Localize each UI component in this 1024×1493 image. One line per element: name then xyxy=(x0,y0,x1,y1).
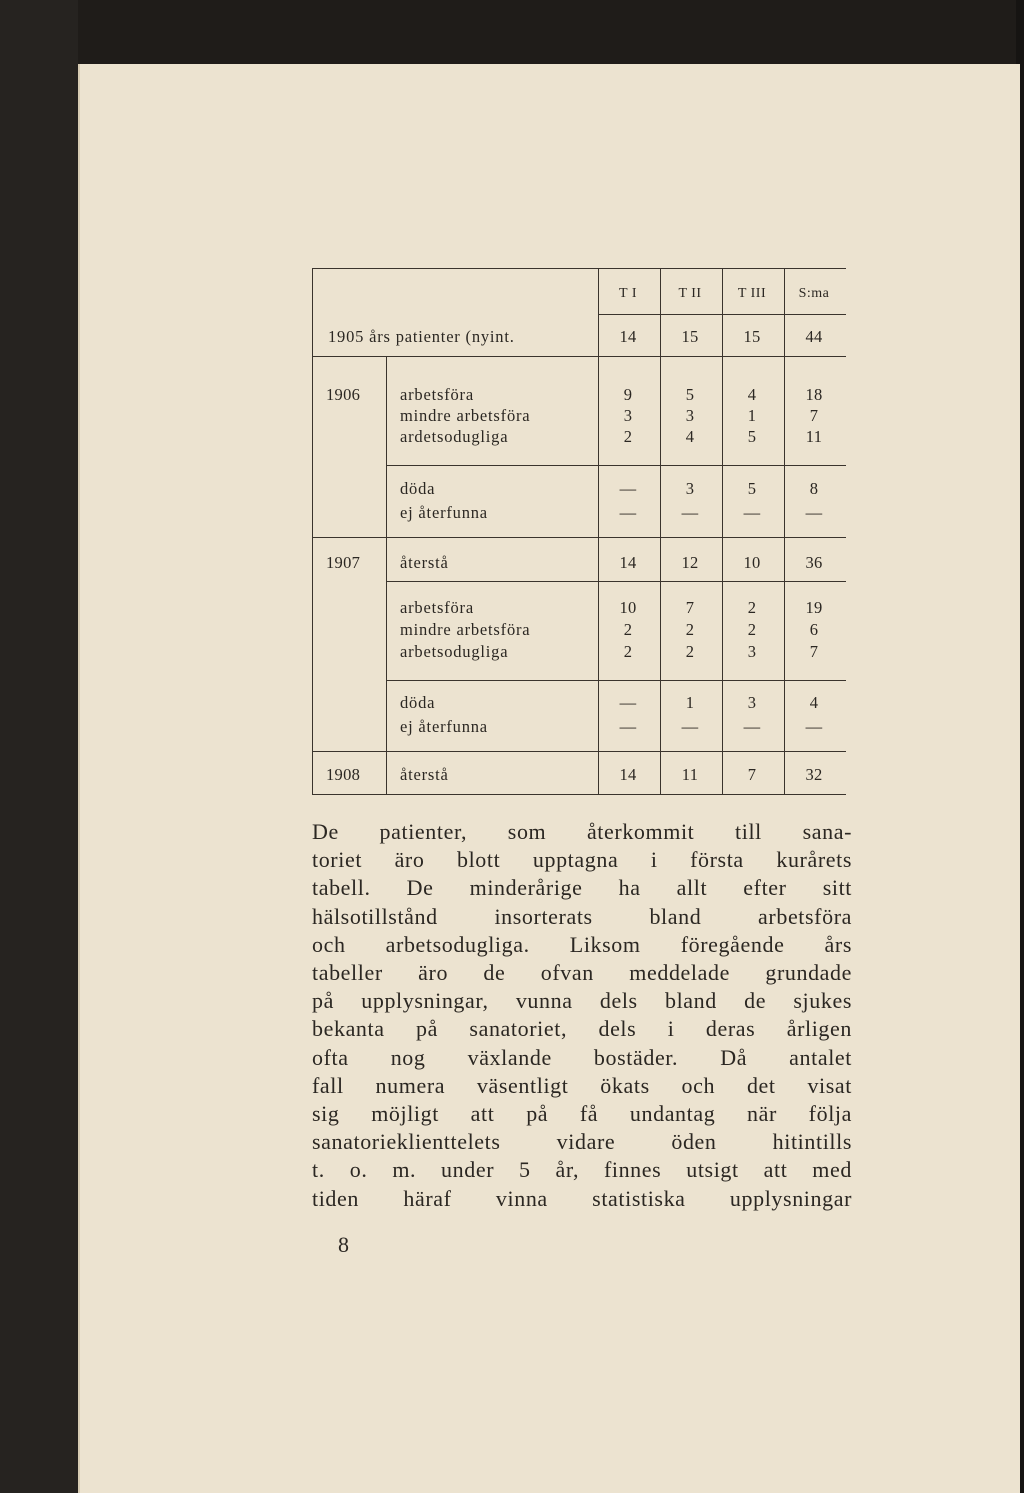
statistics-table xyxy=(312,268,846,795)
scan-border-top xyxy=(0,0,1024,66)
body-paragraph xyxy=(312,818,852,1213)
cell-1907-o-t2: 2 xyxy=(685,642,695,661)
paragraph-line: sig möjligt att på få undantag när följa xyxy=(312,1101,852,1127)
rule-1907-status xyxy=(386,680,846,681)
cell-1907-o-sum: 7 xyxy=(809,642,819,661)
cell-1907-o-t1: 2 xyxy=(623,642,633,661)
cell-1907-a-t3: 2 xyxy=(747,598,757,617)
rule-1907-remaining xyxy=(386,581,846,582)
paragraph-line: tabeller äro de ofvan meddelade grundade xyxy=(312,960,852,986)
cell-1908-r-sum: 32 xyxy=(805,765,823,784)
cell-1906-m-t2: 3 xyxy=(685,406,695,425)
header-t3: T III xyxy=(737,286,767,301)
cell-1907-r-t2: 12 xyxy=(681,553,699,572)
cell-1907-a-t1: 10 xyxy=(619,598,637,617)
page-number: 8 xyxy=(338,1232,349,1257)
paragraph-line: hälsotillstånd insorterats bland arbetsföra xyxy=(312,903,852,929)
cell-1907-o-t3: 3 xyxy=(747,642,757,661)
cell-1908-r-t1: 14 xyxy=(619,765,637,784)
rule-1906-status xyxy=(386,465,846,466)
cell-1906-m-t1: 3 xyxy=(623,406,633,425)
cell-1907-d-t2: 1 xyxy=(685,693,695,712)
cell-1907-r-t3: 10 xyxy=(743,553,761,572)
cell-1907-m-sum: 6 xyxy=(809,620,819,639)
label-1907-odugliga: arbetsodugliga xyxy=(400,642,509,661)
cell-1906-m-t3: 1 xyxy=(747,406,757,425)
year-1908: 1908 xyxy=(326,765,361,784)
paragraph-line: bekanta på sanatoriet, dels i deras årligen xyxy=(312,1016,852,1042)
label-1907-aterstå: återstå xyxy=(400,553,449,572)
paragraph-line: tabell. De minderårige ha allt efter sitt xyxy=(312,875,852,901)
cell-1907-r-sum: 36 xyxy=(805,553,823,572)
cell-1907-m-t1: 2 xyxy=(623,620,633,639)
scan-border-left xyxy=(0,0,78,1493)
rule-1906-loss xyxy=(312,537,846,538)
header-t1: T I xyxy=(619,286,637,301)
label-1908-aterstå: återstå xyxy=(400,765,449,784)
cell-1908-r-t3: 7 xyxy=(747,765,757,784)
rule-year-col xyxy=(386,356,387,794)
cell-1907-d-t1: — xyxy=(619,693,637,712)
cell-1906-o-t2: 4 xyxy=(685,427,695,446)
cell-1906-o-t1: 2 xyxy=(623,427,633,446)
label-1907-mindre: mindre arbetsföra xyxy=(400,620,531,639)
cell-1907-d-sum: 4 xyxy=(809,693,819,712)
rule-left xyxy=(312,268,313,795)
cell-1907-e-t3: — xyxy=(743,717,761,736)
cell-1906-a-sum: 18 xyxy=(805,385,823,404)
cell-1907-e-t2: — xyxy=(681,717,699,736)
cell-1906-e-t3: — xyxy=(743,503,761,522)
cell-1907-e-sum: — xyxy=(805,717,823,736)
rule-bottom xyxy=(312,794,846,795)
paragraph-line: ofta nog växlande bostäder. Då antalet xyxy=(312,1044,852,1070)
paragraph-line: toriet äro blott upptagna i första kurårets xyxy=(312,847,852,873)
cell-1906-d-t3: 5 xyxy=(747,479,757,498)
label-1906-odugliga: ardetsodugliga xyxy=(400,427,509,446)
row-1905-t1: 14 xyxy=(619,327,637,346)
cell-1906-o-sum: 11 xyxy=(805,427,823,446)
year-1907: 1907 xyxy=(326,553,361,572)
cell-1906-d-t2: 3 xyxy=(685,479,695,498)
row-1905-label: 1905 års patienter (nyint. xyxy=(328,327,515,346)
label-1907-doda: döda xyxy=(400,693,436,712)
header-sum: S:ma xyxy=(798,286,830,301)
cell-1906-e-sum: — xyxy=(805,503,823,522)
rule-1905 xyxy=(312,356,846,357)
cell-1906-m-sum: 7 xyxy=(809,406,819,425)
header-t2: T II xyxy=(678,286,702,301)
paragraph-line: sanatorieklienttelets vidare öden hitintills xyxy=(312,1129,852,1155)
label-1907-ej-aterfunna: ej återfunna xyxy=(400,717,488,736)
paragraph-line: på upplysningar, vunna dels bland de sjukes xyxy=(312,988,852,1014)
label-1906-arbetsfora: arbetsföra xyxy=(400,385,474,404)
cell-1907-a-t2: 7 xyxy=(685,598,695,617)
cell-1906-o-t3: 5 xyxy=(747,427,757,446)
label-1906-mindre: mindre arbetsföra xyxy=(400,406,531,425)
cell-1907-d-t3: 3 xyxy=(747,693,757,712)
cell-1906-e-t1: — xyxy=(619,503,637,522)
label-1906-doda: döda xyxy=(400,479,436,498)
cell-1908-r-t2: 11 xyxy=(681,765,699,784)
cell-1907-m-t2: 2 xyxy=(685,620,695,639)
rule-top xyxy=(312,268,846,269)
paragraph-line: tiden häraf vinna statistiska upplysningar xyxy=(312,1185,852,1211)
cell-1906-d-t1: — xyxy=(619,479,637,498)
cell-1907-m-t3: 2 xyxy=(747,620,757,639)
cell-1907-r-t1: 14 xyxy=(619,553,637,572)
paragraph-line: De patienter, som återkommit till sana- xyxy=(312,819,852,844)
row-1905-sum: 44 xyxy=(805,327,823,346)
row-1905-t2: 15 xyxy=(681,327,699,346)
cell-1906-a-t1: 9 xyxy=(623,385,633,404)
cell-1906-a-t2: 5 xyxy=(685,385,695,404)
paragraph-line: t. o. m. under 5 år, finnes utsigt att med xyxy=(312,1157,852,1183)
cell-1907-e-t1: — xyxy=(619,717,637,736)
cell-1906-e-t2: — xyxy=(681,503,699,522)
label-1906-ej-aterfunna: ej återfunna xyxy=(400,503,488,522)
cell-1906-a-t3: 4 xyxy=(747,385,757,404)
cell-1906-d-sum: 8 xyxy=(809,479,819,498)
rule-1907-loss xyxy=(312,751,846,752)
label-1907-arbetsfora: arbetsföra xyxy=(400,598,474,617)
cell-1907-a-sum: 19 xyxy=(805,598,823,617)
paragraph-line: och arbetsodugliga. Liksom föregående års xyxy=(312,931,852,957)
row-1905-t3: 15 xyxy=(743,327,761,346)
year-1906: 1906 xyxy=(326,385,361,404)
paragraph-line: fall numera väsentligt ökats och det visat xyxy=(312,1072,852,1098)
